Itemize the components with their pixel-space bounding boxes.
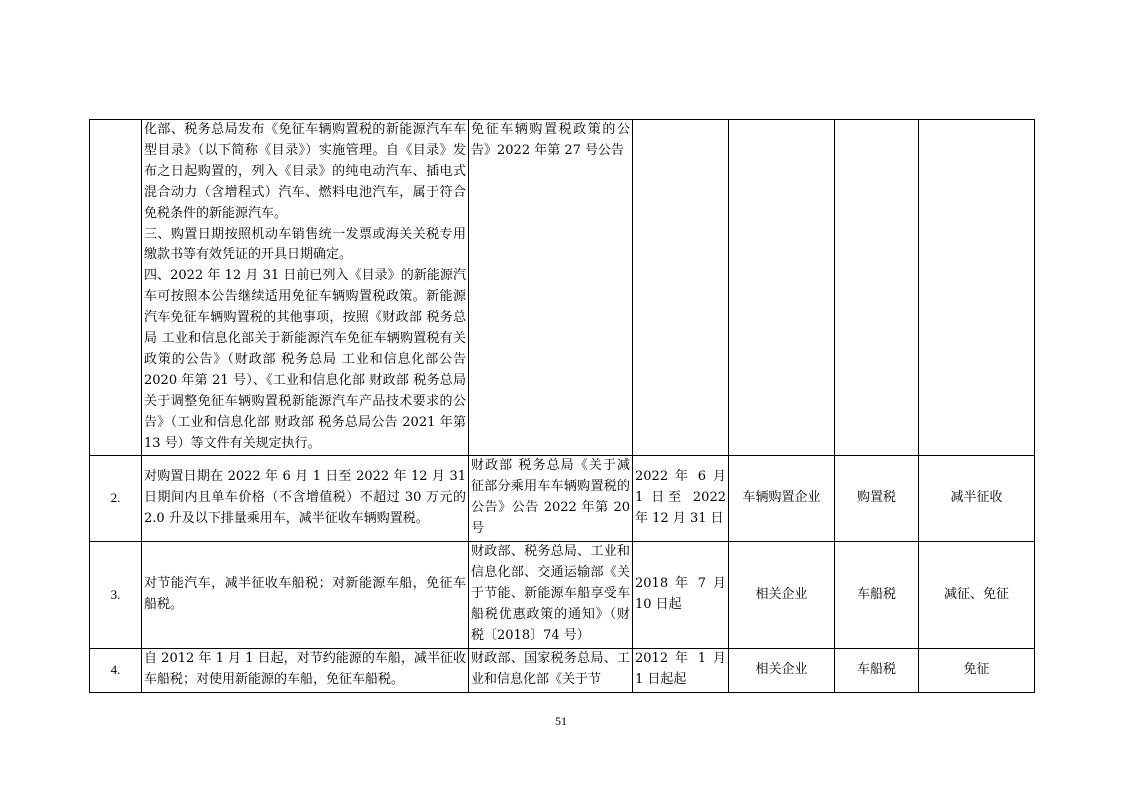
policy-table bbox=[89, 119, 1035, 693]
policy-method bbox=[919, 120, 1035, 456]
policy-basis: 免征车辆购置税政策的公告》2022 年第 27 号公告 bbox=[469, 120, 633, 456]
policy-period: 2022 年 6 月 1 日至 2022 年 12 月 31 日 bbox=[633, 456, 729, 542]
content-paragraph: 化部、税务总局发布《免征车辆购置税的新能源汽车车型目录》（以下简称《目录》）实施管理。自《目录》发布之日起购置的，列入《目录》的纯电动汽车、插电式混合动力（含增程式）汽车、燃料电池汽车，属于符合免税条件的新能源汽车。 bbox=[144, 122, 466, 221]
row-number: 4. bbox=[90, 649, 142, 693]
policy-method: 减征、免征 bbox=[919, 542, 1035, 649]
policy-content bbox=[142, 120, 469, 456]
table-row bbox=[90, 542, 1035, 649]
row-number: 2. bbox=[90, 456, 142, 542]
policy-subject bbox=[729, 120, 835, 456]
policy-subject: 相关企业 bbox=[729, 649, 835, 693]
content-paragraph: 四、2022 年 12 月 31 日前已列入《目录》的新能源汽车可按照本公告继续适用免征车辆购置税政策。新能源汽车免征车辆购置税的其他事项，按照《财政部 税务总局 工业和信息化部关于新能源汽车免征车辆购置税有关政策的公告》（财政部 税务总局 工业和信息化部公告 2020 年第 21 号）、《工业和信息化部 财政部 税务总局关于调整免征车辆购置税新能源汽车产品技术要求的公告》（工业和信息化部 财政部 税务总局公告 2021 年第 13 号）等文件有关规定执行。 bbox=[144, 268, 466, 451]
content-paragraph: 三、购置日期按照机动车销售统一发票或海关关税专用缴款书等有效凭证的开具日期确定。 bbox=[144, 226, 466, 263]
policy-tax: 购置税 bbox=[835, 456, 919, 542]
policy-basis: 财政部、税务总局、工业和信息化部、交通运输部《关于节能、新能源车船享受车船税优惠政策的通知》（财税〔2018〕74 号） bbox=[469, 542, 633, 649]
table-row bbox=[90, 120, 1035, 456]
policy-tax bbox=[835, 120, 919, 456]
policy-tax: 车船税 bbox=[835, 542, 919, 649]
table-row bbox=[90, 649, 1035, 693]
policy-content bbox=[142, 542, 469, 649]
policy-basis: 财政部 税务总局《关于减征部分乘用车车辆购置税的公告》公告 2022 年第 20 号 bbox=[469, 456, 633, 542]
policy-period: 2012 年 1 月 1 日起起 bbox=[633, 649, 729, 693]
policy-content bbox=[142, 456, 469, 542]
policy-method: 免征 bbox=[919, 649, 1035, 693]
policy-period: 2018 年 7 月 10 日起 bbox=[633, 542, 729, 649]
policy-method: 减半征收 bbox=[919, 456, 1035, 542]
content-paragraph: 自 2012 年 1 月 1 日起，对节约能源的车船，减半征收车船税；对使用新能源的车船，免征车船税。 bbox=[144, 651, 466, 687]
content-paragraph: 对购置日期在 2022 年 6 月 1 日至 2022 年 12 月 31 日期间内且单车价格（不含增值税）不超过 30 万元的 2.0 升及以下排量乘用车，减半征收车辆购置税。 bbox=[144, 469, 466, 526]
row-number bbox=[90, 120, 142, 456]
policy-basis: 财政部、国家税务总局、工业和信息化部《关于节 bbox=[469, 649, 633, 693]
policy-content bbox=[142, 649, 469, 693]
row-number: 3. bbox=[90, 542, 142, 649]
policy-period bbox=[633, 120, 729, 456]
table-row bbox=[90, 456, 1035, 542]
policy-tax: 车船税 bbox=[835, 649, 919, 693]
policy-subject: 相关企业 bbox=[729, 542, 835, 649]
content-paragraph: 对节能汽车，减半征收车船税；对新能源车船，免征车船税。 bbox=[144, 576, 466, 612]
policy-subject: 车辆购置企业 bbox=[729, 456, 835, 542]
page-number: 51 bbox=[555, 714, 567, 728]
